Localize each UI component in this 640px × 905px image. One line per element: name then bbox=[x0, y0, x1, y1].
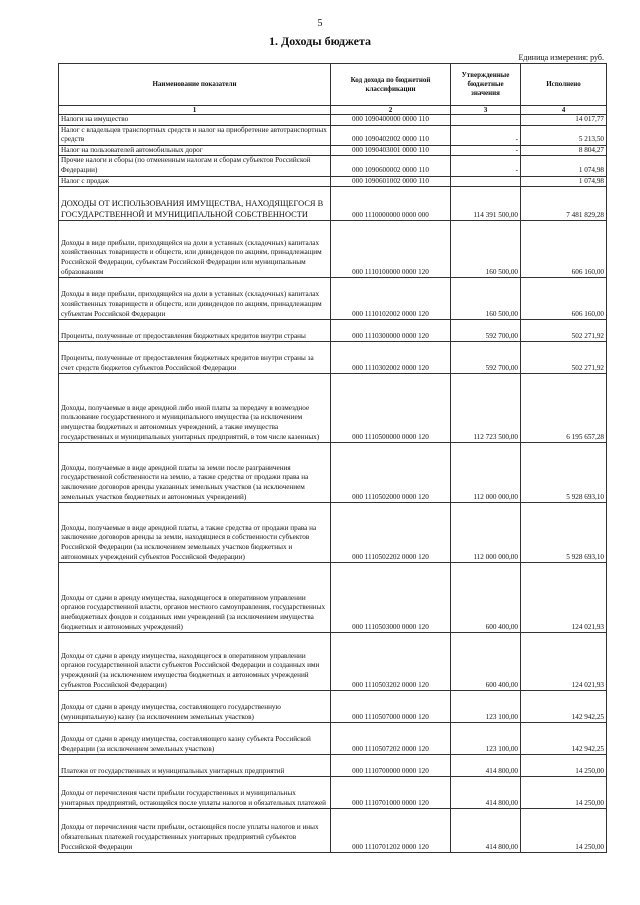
row-approved: 112 000 000,00 bbox=[451, 443, 521, 503]
row-approved: 414 800,00 bbox=[451, 777, 521, 809]
row-code: 000 1090403001 0000 110 bbox=[331, 145, 451, 156]
row-approved: 600 400,00 bbox=[451, 633, 521, 691]
row-name: Налог на пользователей автомобильных дорог bbox=[59, 145, 331, 156]
row-name: Доходы от перечисления части прибыли государственных и муниципальных унитарных предприятий, остающейся после уплаты налогов и обязательных платежей bbox=[59, 777, 331, 809]
column-number: 1 bbox=[59, 106, 331, 115]
table-row bbox=[59, 443, 607, 503]
row-executed: 606 160,00 bbox=[521, 278, 607, 320]
row-approved: 112 000 000,00 bbox=[451, 503, 521, 563]
row-name: Доходы от перечисления части прибыли, остающейся после уплаты налогов и иных обязательных платежей государственных унитарных предприятий субъектов Российской Федерации bbox=[59, 809, 331, 853]
row-executed: 14 250,00 bbox=[521, 777, 607, 809]
row-approved: 592 700,00 bbox=[451, 320, 521, 342]
row-executed: 502 271,92 bbox=[521, 320, 607, 342]
unit-of-measure-note: Единица измерения: руб. bbox=[518, 53, 604, 62]
row-code: 000 1110701202 0000 120 bbox=[331, 809, 451, 853]
row-name: Доходы, получаемые в виде арендной платы за земли после разграничения государственной собственности на землю, а также средства от продажи права на заключение договоров аренды указанных земельных участков (за исключением земельных участков бюджетных и автономных учреждений) bbox=[59, 443, 331, 503]
table-row bbox=[59, 176, 607, 187]
row-approved: 160 500,00 bbox=[451, 221, 521, 278]
row-code: 000 1110507000 0000 120 bbox=[331, 691, 451, 723]
row-executed: 124 021,93 bbox=[521, 633, 607, 691]
row-code: 000 1110700000 0000 120 bbox=[331, 755, 451, 777]
page-number: 5 bbox=[317, 18, 323, 29]
row-name: Проценты, полученные от предоставления бюджетных кредитов внутри страны bbox=[59, 320, 331, 342]
table-row bbox=[59, 723, 607, 755]
row-name: Доходы, получаемые в виде арендной либо иной платы за передачу в возмездное пользование государственного и муниципального имущества (за исключением имущества бюджетных и автономных учреждений, а также имущества государственных и муниципальных унитарных предприятий, в том числе казенных) bbox=[59, 374, 331, 443]
row-code: 000 1090400000 0000 110 bbox=[331, 115, 451, 126]
table-row bbox=[59, 777, 607, 809]
column-number: 3 bbox=[451, 106, 521, 115]
table-row bbox=[59, 503, 607, 563]
row-executed: 502 271,92 bbox=[521, 342, 607, 374]
table-row bbox=[59, 320, 607, 342]
row-name: Доходы от сдачи в аренду имущества, находящегося в оперативном управлении органов государственной власти, органов местного самоуправления, государственных внебюджетных фондов и созданных ими учреждений (за исключением имущества бюджетных и автономных учреждений) bbox=[59, 563, 331, 633]
row-code: 000 1090601002 0000 110 bbox=[331, 176, 451, 187]
row-name: Проценты, полученные от предоставления бюджетных кредитов внутри страны за счет средств бюджетов субъектов Российской Федерации bbox=[59, 342, 331, 374]
row-executed: 6 195 657,28 bbox=[521, 374, 607, 443]
row-code: 000 1110300000 0000 120 bbox=[331, 320, 451, 342]
table-row bbox=[59, 342, 607, 374]
row-name: ДОХОДЫ ОТ ИСПОЛЬЗОВАНИЯ ИМУЩЕСТВА, НАХОДЯЩЕГОСЯ В ГОСУДАРСТВЕННОЙ И МУНИЦИПАЛЬНОЙ СОБСТВЕННОСТИ bbox=[59, 187, 331, 221]
row-approved: 123 100,00 bbox=[451, 691, 521, 723]
header-executed: Исполнено bbox=[521, 64, 607, 106]
table-row bbox=[59, 125, 607, 145]
row-name: Налог с владельцев транспортных средств и налог на приобретение автотранспортных средств bbox=[59, 125, 331, 145]
row-approved: - bbox=[451, 156, 521, 176]
row-code: 000 1110100000 0000 120 bbox=[331, 221, 451, 278]
row-code: 000 1090402002 0000 110 bbox=[331, 125, 451, 145]
row-code: 000 1090600002 0000 110 bbox=[331, 156, 451, 176]
row-approved: 160 500,00 bbox=[451, 278, 521, 320]
row-code: 000 1110503000 0000 120 bbox=[331, 563, 451, 633]
row-approved: 123 100,00 bbox=[451, 723, 521, 755]
row-name: Доходы от сдачи в аренду имущества, находящегося в оперативном управлении органов государственной власти субъектов Российской Федерации и созданных ими учреждений (за исключением имущества бюджетных и автономных учреждений субъектов Российской Федерации) bbox=[59, 633, 331, 691]
table-row bbox=[59, 221, 607, 278]
table-row bbox=[59, 374, 607, 443]
row-executed: 606 160,00 bbox=[521, 221, 607, 278]
row-executed: 1 074,98 bbox=[521, 176, 607, 187]
table-row bbox=[59, 755, 607, 777]
table-row bbox=[59, 809, 607, 853]
row-name: Доходы в виде прибыли, приходящейся на доли в уставных (складочных) капиталах хозяйственных товариществ и обществ, или дивидендов по акциям, принадлежащим Российской Федерации, субъектам Российской Федерации или муниципальным образованиям bbox=[59, 221, 331, 278]
row-code: 000 1110500000 0000 120 bbox=[331, 374, 451, 443]
row-executed: 14 250,00 bbox=[521, 755, 607, 777]
table-header-row bbox=[59, 64, 607, 106]
row-executed: 7 481 829,28 bbox=[521, 187, 607, 221]
document-title: 1. Доходы бюджета bbox=[268, 34, 372, 48]
row-approved: 414 800,00 bbox=[451, 755, 521, 777]
row-name: Налоги на имущество bbox=[59, 115, 331, 126]
row-code: 000 1110507202 0000 120 bbox=[331, 723, 451, 755]
row-approved: 600 400,00 bbox=[451, 563, 521, 633]
row-approved: - bbox=[451, 125, 521, 145]
row-executed: 14 017,77 bbox=[521, 115, 607, 126]
row-code: 000 1110102002 0000 120 bbox=[331, 278, 451, 320]
row-executed: 142 942,25 bbox=[521, 691, 607, 723]
row-code: 000 1110701000 0000 120 bbox=[331, 777, 451, 809]
row-name: Прочие налоги и сборы (по отмененным налогам и сборам субъектов Российской Федерации) bbox=[59, 156, 331, 176]
table-row bbox=[59, 563, 607, 633]
table-row bbox=[59, 633, 607, 691]
row-approved: 112 723 500,00 bbox=[451, 374, 521, 443]
row-approved: - bbox=[451, 145, 521, 156]
column-number-row bbox=[59, 106, 607, 115]
row-executed: 142 942,25 bbox=[521, 723, 607, 755]
row-executed: 1 074,98 bbox=[521, 156, 607, 176]
budget-revenue-table bbox=[58, 63, 607, 853]
row-executed: 124 021,93 bbox=[521, 563, 607, 633]
row-executed: 14 250,00 bbox=[521, 809, 607, 853]
header-indicator-name: Наименование показатели bbox=[59, 64, 331, 106]
column-number: 4 bbox=[521, 106, 607, 115]
row-name: Доходы от сдачи в аренду имущества, составляющего государственную (муниципальную) казну (за исключением земельных участков) bbox=[59, 691, 331, 723]
row-code: 000 1110502000 0000 120 bbox=[331, 443, 451, 503]
header-approved-values: Утвержденные бюджетные значения bbox=[451, 64, 521, 106]
row-approved: 114 391 500,00 bbox=[451, 187, 521, 221]
table-row bbox=[59, 145, 607, 156]
row-approved: 414 800,00 bbox=[451, 809, 521, 853]
row-name: Налог с продаж bbox=[59, 176, 331, 187]
table-row bbox=[59, 115, 607, 126]
row-executed: 8 804,27 bbox=[521, 145, 607, 156]
row-name: Доходы от сдачи в аренду имущества, составляющего казну субъекта Российской Федерации (за исключением земельных участков) bbox=[59, 723, 331, 755]
row-executed: 5 928 693,10 bbox=[521, 443, 607, 503]
row-code: 000 1110000000 0000 000 bbox=[331, 187, 451, 221]
row-approved bbox=[451, 115, 521, 126]
column-number: 2 bbox=[331, 106, 451, 115]
row-approved bbox=[451, 176, 521, 187]
table-row bbox=[59, 156, 607, 176]
row-executed: 5 928 693,10 bbox=[521, 503, 607, 563]
row-code: 000 1110503202 0000 120 bbox=[331, 633, 451, 691]
row-name: Платежи от государственных и муниципальных унитарных предприятий bbox=[59, 755, 331, 777]
row-name: Доходы в виде прибыли, приходящейся на доли в уставных (складочных) капиталах хозяйственных товариществ и обществ, или дивидендов по акциям, принадлежащим субъектам Российской Федерации bbox=[59, 278, 331, 320]
row-approved: 592 700,00 bbox=[451, 342, 521, 374]
header-budget-code: Код дохода по бюджетной классификации bbox=[331, 64, 451, 106]
table-row bbox=[59, 278, 607, 320]
row-code: 000 1110502202 0000 120 bbox=[331, 503, 451, 563]
row-code: 000 1110302002 0000 120 bbox=[331, 342, 451, 374]
row-executed: 5 213,50 bbox=[521, 125, 607, 145]
table-row bbox=[59, 691, 607, 723]
row-name: Доходы, получаемые в виде арендной платы, а также средства от продажи права на заключение договоров аренды за земли, находящиеся в собственности субъектов Российской Федерации (за исключением земельных участков бюджетных и автономных учреждений субъектов Российской Федерации) bbox=[59, 503, 331, 563]
table-row bbox=[59, 187, 607, 221]
